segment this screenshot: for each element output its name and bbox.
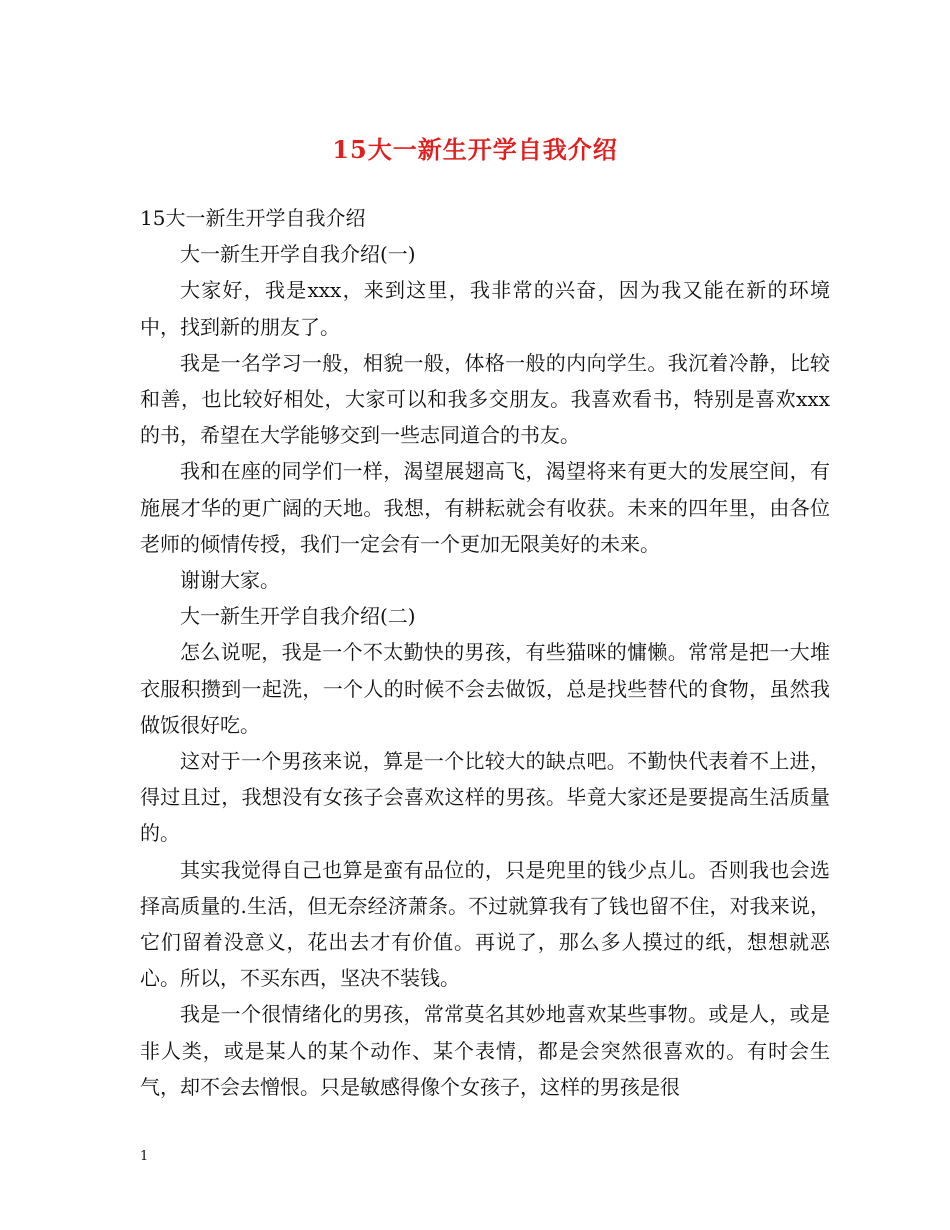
paragraph: 其实我觉得自己也算是蛮有品位的，只是兜里的钱少点儿。否则我也会选择高质量的.生活，但无奈经济萧条。不过就算我有了钱也留不住，对我来说，它们留着没意义，花出去才有价值。再说了，那么多人摸过的纸，想想就恶心。所以，不买东西，坚决不装钱。 [140, 857, 830, 991]
page-number: 1 [140, 1149, 149, 1164]
paragraph: 大家好，我是xxx，来到这里，我非常的兴奋，因为我又能在新的环境中，找到新的朋友了。 [140, 278, 830, 339]
section-heading: 大一新生开学自我介绍(一) [180, 242, 416, 267]
paragraph: 这对于一个男孩来说，算是一个比较大的缺点吧。不勤快代表着不上进，得过且过，我想没有女孩子会喜欢这样的男孩。毕竟大家还是要提高生活质量的。 [140, 749, 830, 846]
section-heading: 大一新生开学自我介绍(二) [180, 604, 416, 629]
paragraph: 我和在座的同学们一样，渴望展翅高飞，渴望将来有更大的发展空间，有施展才华的更广阔的天地。我想，有耕耘就会有收获。未来的四年里，由各位老师的倾情传授，我们一定会有一个更加无限美好的未来。 [140, 459, 830, 556]
paragraph: 15大一新生开学自我介绍 [140, 206, 366, 230]
paragraph: 我是一名学习一般，相貌一般，体格一般的内向学生。我沉着冷静，比较和善，也比较好相处，大家可以和我多交朋友。我喜欢看书，特别是喜欢xxx的书，希望在大学能够交到一些志同道合的书友。 [140, 350, 830, 448]
paragraph: 我是一个很情绪化的男孩，常常莫名其妙地喜欢某些事物。或是人，或是非人类，或是某人的某个动作、某个表情，都是会突然很喜欢的。有时会生气，却不会去憎恨。只是敏感得像个女孩子，这样的男孩是很 [140, 1002, 830, 1099]
paragraph: 怎么说呢，我是一个不太勤快的男孩，有些猫咪的慵懒。常常是把一大堆衣服积攒到一起洗，一个人的时候不会去做饭，总是找些替代的食物，虽然我做饭很好吃。 [140, 640, 830, 737]
document-body [140, 200, 830, 1105]
paragraph: 谢谢大家。 [180, 568, 280, 593]
document-title: 15大一新生开学自我介绍 [332, 135, 618, 164]
